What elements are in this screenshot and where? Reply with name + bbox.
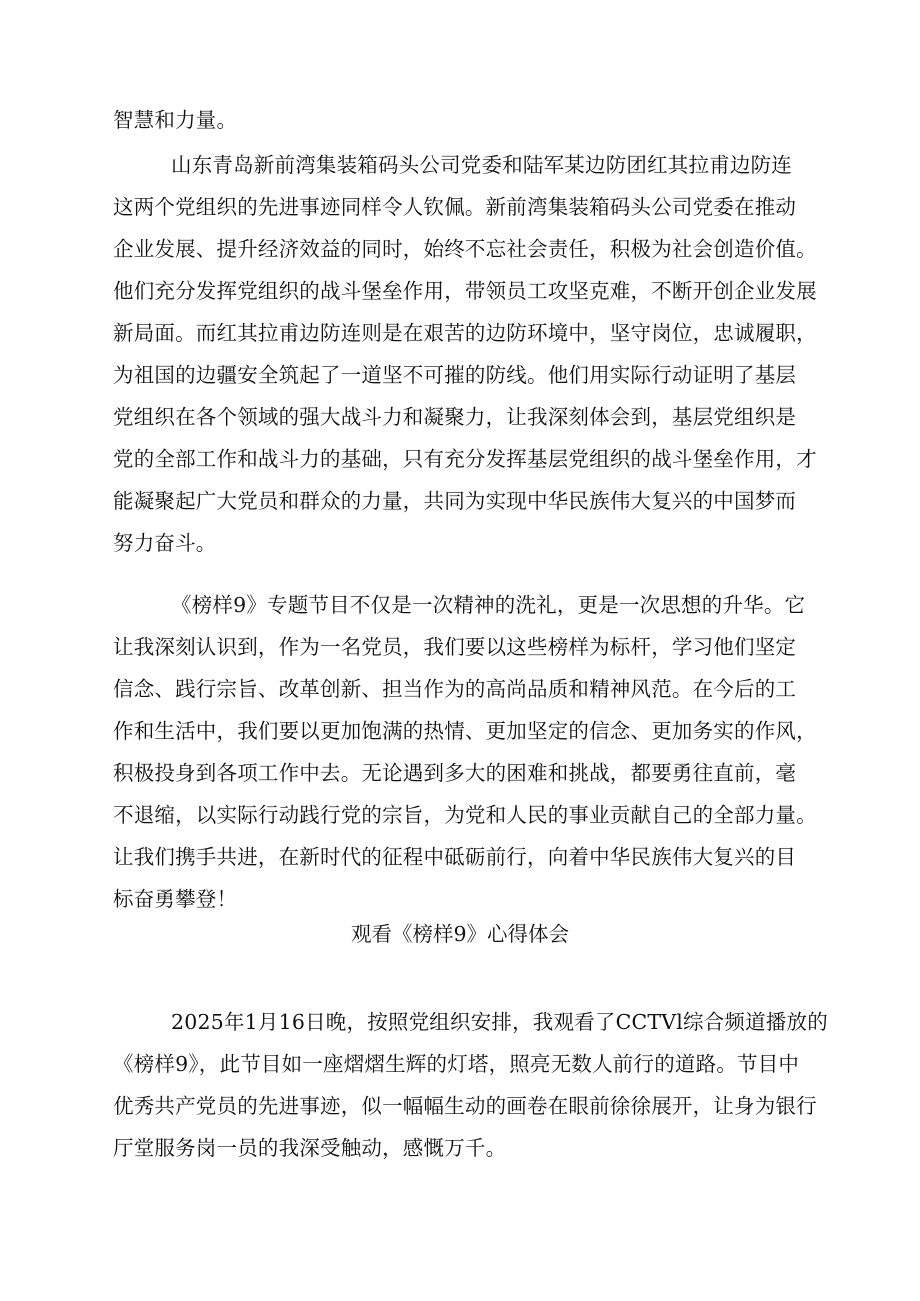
text-line: 新局面。而红其拉甫边防连则是在艰苦的边防环境中，坚守岗位，忠诚履职， bbox=[113, 321, 817, 345]
paragraph-intro bbox=[113, 1001, 835, 1169]
text-line: 智慧和力量。 bbox=[113, 108, 238, 132]
paragraph-reflection bbox=[113, 584, 835, 920]
text-line: 2025年1月16日晚，按照党组织安排，我观看了CCTVl综合频道播放的 bbox=[171, 1010, 828, 1034]
text-line: 让我深刻认识到，作为一名党员，我们要以这些榜样为标杆，学习他们坚定 bbox=[113, 635, 797, 659]
text-line: 优秀共产党员的先进事迹，似一幅幅生动的画卷在眼前徐徐展开，让身为银行 bbox=[113, 1094, 817, 1118]
paragraph-continuation bbox=[113, 99, 835, 141]
text-line: 《榜样9》专题节目不仅是一次精神的洗礼，更是一次思想的升华。它 bbox=[171, 593, 806, 617]
text-line: 企业发展、提升经济效益的同时，始终不忘社会责任，积极为社会创造价值。 bbox=[113, 237, 817, 261]
text-line: 山东青岛新前湾集装箱码头公司党委和陆军某边防团红其拉甫边防连 bbox=[171, 153, 792, 177]
text-line: 他们充分发挥党组织的战斗堡垒作用，带领员工攻坚克难，不断开创企业发展 bbox=[113, 279, 817, 303]
text-line: 党的全部工作和战斗力的基础，只有充分发挥基层党组织的战斗堡垒作用，才 bbox=[113, 447, 817, 471]
paragraph-border-units bbox=[113, 144, 835, 564]
section-title: 观看《榜样9》心得体会 bbox=[350, 922, 570, 946]
text-line: 不退缩，以实际行动践行党的宗旨，为党和人民的事业贡献自己的全部力量。 bbox=[113, 803, 817, 827]
text-line: 积极投身到各项工作中去。无论遇到多大的困难和挑战，都要勇往直前，毫 bbox=[113, 761, 797, 785]
text-line: 党组织在各个领域的强大战斗力和凝聚力，让我深刻体会到，基层党组织是 bbox=[113, 405, 797, 429]
text-line: 作和生活中，我们要以更加饱满的热情、更加坚定的信念、更加务实的作风， bbox=[113, 719, 817, 743]
text-line: 标奋勇攀登！ bbox=[113, 887, 238, 911]
text-line: 《榜样9》，此节目如一座熠熠生辉的灯塔，照亮无数人前行的道路。节目中 bbox=[113, 1052, 800, 1076]
text-line: 为祖国的边疆安全筑起了一道坚不可摧的防线。他们用实际行动证明了基层 bbox=[113, 363, 797, 387]
text-line: 能凝聚起广大党员和群众的力量，共同为实现中华民族伟大复兴的中国梦而 bbox=[113, 489, 797, 513]
text-line: 信念、践行宗旨、改革创新、担当作为的高尚品质和精神风范。在今后的工 bbox=[113, 677, 797, 701]
text-line: 让我们携手共进，在新时代的征程中砥砺前行，向着中华民族伟大复兴的目 bbox=[113, 845, 797, 869]
text-line: 厅堂服务岗一员的我深受触动，感慨万千。 bbox=[113, 1136, 507, 1160]
text-line: 这两个党组织的先进事迹同样令人钦佩。新前湾集装箱码头公司党委在推动 bbox=[113, 195, 797, 219]
text-line: 努力奋斗。 bbox=[113, 531, 217, 555]
